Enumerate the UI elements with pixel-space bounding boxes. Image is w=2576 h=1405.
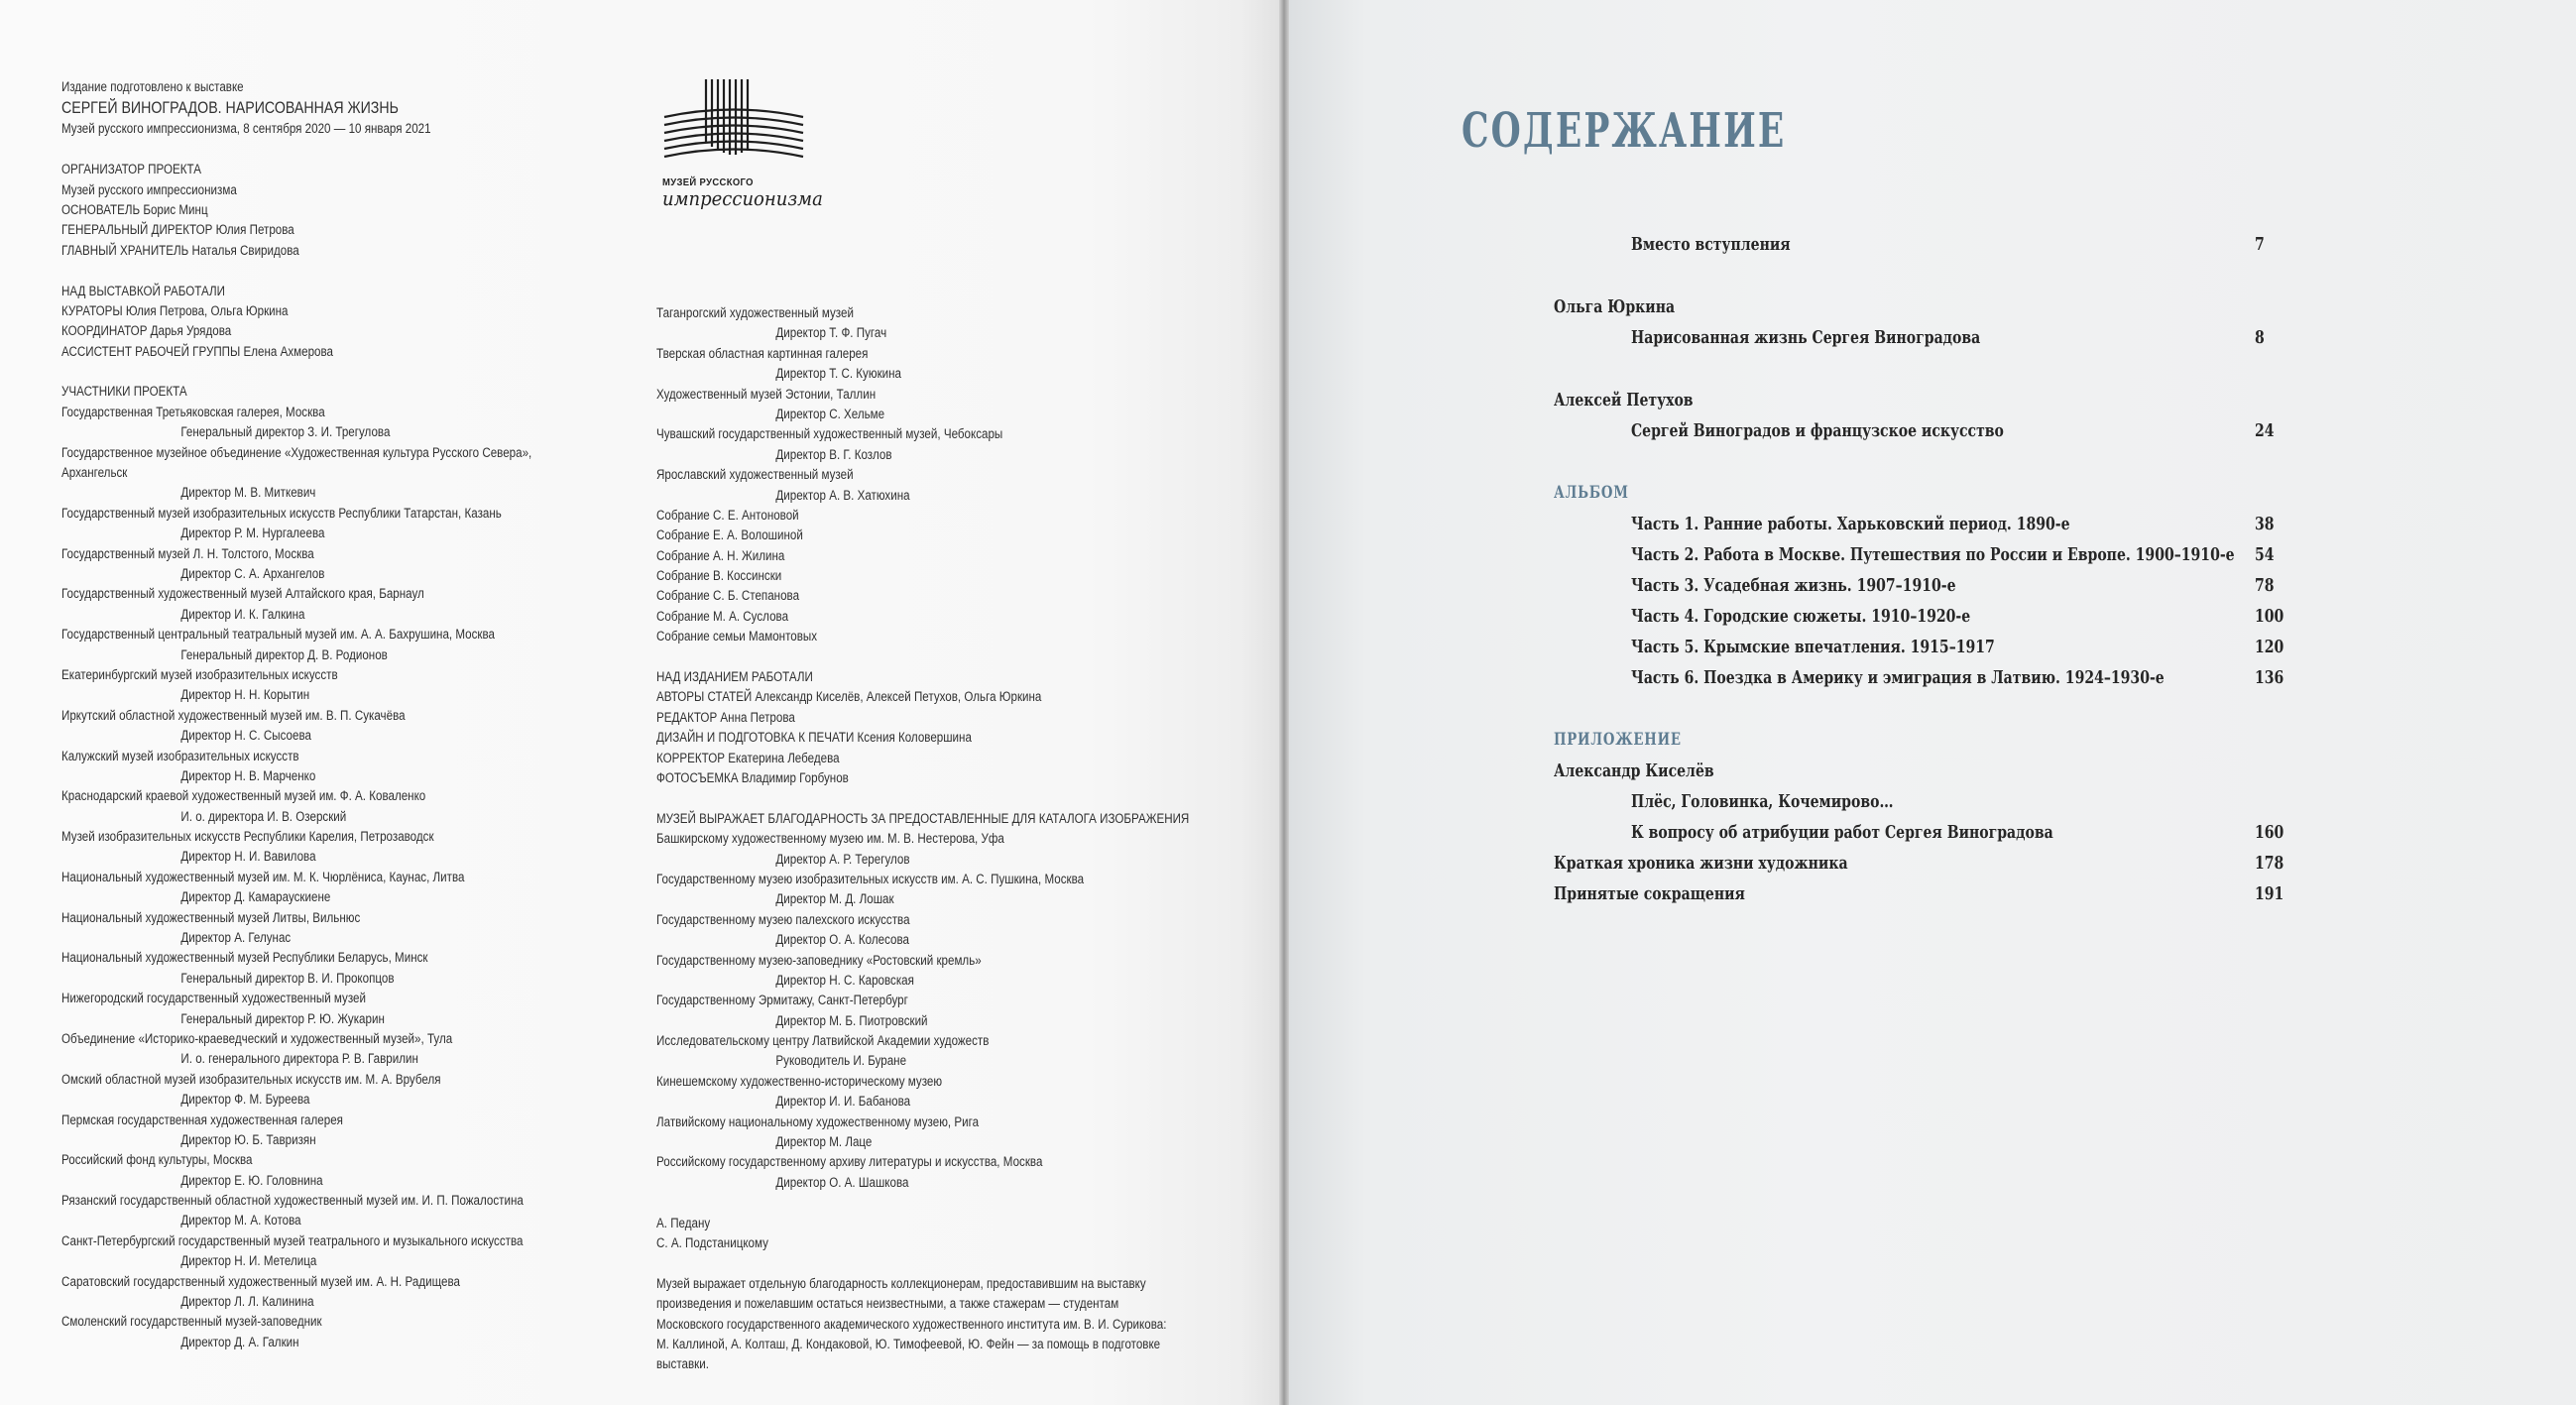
credit-line: И. о. директора И. В. Озерский: [180, 808, 347, 824]
credit-line: ФОТОСЪЕМКА Владимир Горбунов: [656, 769, 849, 785]
credit-line: РЕДАКТОР Анна Петрова: [656, 709, 795, 725]
credit-line: М. Каллиной, А. Колташ, Д. Кондаковой, Ю. Тимофеевой, Ю. Фейн — за помощь в подготовке: [656, 1336, 1161, 1351]
credit-line: Государственному Эрмитажу, Санкт-Петербург: [656, 993, 908, 1008]
credit-line: Руководитель И. Буране: [775, 1053, 907, 1069]
toc-page-number: 136: [2255, 667, 2284, 688]
credit-line: Директор М. В. Миткевич: [180, 485, 316, 501]
credit-line: Директор Н. И. Метелица: [180, 1253, 317, 1269]
credit-line: Исследовательскому центру Латвийской Академии художеств: [656, 1033, 990, 1049]
toc-page-number: 54: [2255, 544, 2275, 565]
credit-line: Чувашский государственный художественный музей, Чебоксары: [656, 426, 1003, 442]
toc-section-heading: АЛЬБОМ: [1554, 483, 1629, 503]
credit-line: Смоленский государственный музей-заповедник: [61, 1314, 322, 1330]
credit-line: Директор Ф. М. Буреева: [180, 1092, 310, 1108]
credit-line: Собрание М. А. Суслова: [656, 608, 789, 624]
toc-author: Ольга Юркина: [1554, 296, 1676, 317]
credit-line: Директор И. К. Галкина: [180, 606, 305, 622]
toc-page-number: 160: [2255, 822, 2284, 843]
credit-line: Директор С. Хельме: [775, 406, 885, 421]
credit-line: Директор Т. С. Куюкина: [775, 366, 902, 382]
credit-line: Саратовский государственный художественный музей им. А. Н. Радищева: [61, 1273, 460, 1289]
credit-line: Калужский музей изобразительных искусств: [61, 748, 299, 763]
credit-line: ДИЗАЙН И ПОДГОТОВКА К ПЕЧАТИ Ксения Коловершина: [656, 730, 972, 746]
credit-line: Директор С. А. Архангелов: [180, 565, 325, 581]
credit-line: Директор М. Д. Лошак: [775, 891, 894, 907]
credit-line: Директор А. В. Хатюхина: [775, 487, 910, 503]
credit-line: ОРГАНИЗАТОР ПРОЕКТА: [61, 162, 201, 177]
credit-line: Государственному музею-заповеднику «Ростовский кремль»: [656, 952, 982, 968]
spacer: [656, 647, 1202, 667]
book-gutter: [1279, 0, 1289, 1405]
toc-page-number: 178: [2255, 853, 2284, 874]
credit-line: Генеральный директор З. И. Трегулова: [180, 424, 391, 440]
credit-line: Краснодарский краевой художественный музей им. Ф. А. Коваленко: [61, 788, 426, 804]
credit-line: Тверская областная картинная галерея: [656, 345, 869, 361]
credits-column-right: [656, 303, 1202, 1375]
credit-line: И. о. генерального директора Р. В. Гаврилин: [180, 1051, 418, 1067]
toc-title: СОДЕРЖАНИЕ: [1462, 103, 1787, 159]
credit-line: КООРДИНАТОР Дарья Урядова: [61, 323, 232, 339]
toc-entry[interactable]: Нарисованная жизнь Сергея Виноградова: [1631, 327, 1981, 348]
credit-line: Государственному музею палехского искусства: [656, 911, 910, 927]
left-page: [0, 0, 1279, 1405]
credit-line: Директор Н. В. Марченко: [180, 767, 316, 783]
credit-line: СЕРГЕЙ ВИНОГРАДОВ. НАРИСОВАННАЯ ЖИЗНЬ: [61, 99, 399, 118]
toc-page-number: 100: [2255, 606, 2284, 627]
credit-line: С. А. Подстаницкому: [656, 1234, 768, 1250]
credit-line: Директор Ю. Б. Тавризян: [180, 1131, 316, 1147]
credit-line: Директор Л. Л. Калинина: [180, 1294, 314, 1310]
credit-line: Архангельск: [61, 465, 128, 481]
credit-line: КУРАТОРЫ Юлия Петрова, Ольга Юркина: [61, 302, 289, 318]
logo-line-1: МУЗЕЙ РУССКОГО: [662, 176, 754, 188]
credit-line: НАД ИЗДАНИЕМ РАБОТАЛИ: [656, 669, 813, 685]
credit-line: Директор М. А. Котова: [180, 1213, 301, 1229]
credit-line: Кинешемскому художественно-историческому музею: [656, 1073, 943, 1089]
credit-line: Собрание С. Б. Степанова: [656, 588, 800, 604]
credit-line: Директор Н. С. Каровская: [775, 972, 914, 988]
toc-entry[interactable]: Часть 2. Работа в Москве. Путешествия по России и Европе. 1900–1910-е: [1631, 544, 2235, 565]
toc-page-number: 8: [2255, 327, 2265, 348]
toc-entry[interactable]: Часть 6. Поездка в Америку и эмиграция в Латвию. 1924–1930-е: [1631, 667, 2165, 688]
credit-line: Директор Н. И. Вавилова: [180, 849, 316, 865]
spacer: [61, 362, 607, 382]
credit-line: Директор М. Лаце: [775, 1134, 873, 1150]
credit-line: ГЕНЕРАЛЬНЫЙ ДИРЕКТОР Юлия Петрова: [61, 222, 294, 238]
credit-line: Директор Р. М. Нургалеева: [180, 526, 325, 541]
toc-page-number: 38: [2255, 514, 2275, 534]
credit-line: произведения и пожелавшим остаться неизвестными, а также стажерам — студентам: [656, 1296, 1119, 1312]
museum-logo-text: [662, 176, 823, 208]
toc-entry[interactable]: Вместо вступления: [1631, 234, 1791, 255]
credit-line: МУЗЕЙ ВЫРАЖАЕТ БЛАГОДАРНОСТЬ ЗА ПРЕДОСТАВЛЕННЫЕ ДЛЯ КАТАЛОГА ИЗОБРАЖЕНИЯ: [656, 810, 1190, 826]
credit-line: Директор И. И. Бабанова: [775, 1094, 911, 1110]
credit-line: Государственному музею изобразительных искусств им. А. С. Пушкина, Москва: [656, 871, 1085, 886]
toc-author: Алексей Петухов: [1554, 390, 1694, 410]
toc-section-heading: ПРИЛОЖЕНИЕ: [1554, 730, 1682, 750]
toc-entry[interactable]: Часть 5. Крымские впечатления. 1915–1917: [1631, 637, 1995, 657]
credit-line: Директор А. Р. Терегулов: [775, 851, 910, 867]
credit-line: Директор О. А. Колесова: [775, 932, 909, 948]
credit-line: Ярославский художественный музей: [656, 467, 854, 483]
credit-line: Национальный художественный музей им. М. К. Чюрлёниса, Каунас, Литва: [61, 869, 465, 884]
credit-line: Государственный художественный музей Алтайского края, Барнаул: [61, 586, 424, 602]
toc-entry[interactable]: Краткая хроника жизни художника: [1554, 853, 1848, 874]
credit-line: Собрание А. Н. Жилина: [656, 547, 785, 563]
credit-line: А. Педану: [656, 1215, 711, 1230]
credit-line: Екатеринбургский музей изобразительных искусств: [61, 666, 338, 682]
credit-line: Российскому государственному архиву литературы и искусства, Москва: [656, 1154, 1043, 1170]
credit-line: Санкт-Петербургский государственный музей театрального и музыкального искусства: [61, 1232, 524, 1248]
credit-line: Директор Д. Камараускиене: [180, 889, 331, 905]
credit-line: Директор В. Г. Козлов: [775, 446, 892, 462]
credit-line: Нижегородский государственный художественный музей: [61, 991, 366, 1006]
credit-line: Издание подготовлено к выставке: [61, 79, 244, 94]
credit-line: Генеральный директор Д. В. Родионов: [180, 646, 388, 662]
toc-page-number: 24: [2255, 420, 2275, 441]
credit-line: Пермская государственная художественная галерея: [61, 1112, 343, 1127]
credit-line: КОРРЕКТОР Екатерина Лебедева: [656, 750, 840, 765]
credit-line: Директор А. Гелунас: [180, 930, 292, 946]
toc-entry[interactable]: К вопросу об атрибуции работ Сергея Виноградова: [1631, 822, 2053, 843]
credit-line: НАД ВЫСТАВКОЙ РАБОТАЛИ: [61, 283, 225, 298]
credit-line: Собрание В. Коссински: [656, 568, 782, 584]
credit-line: Российский фонд культуры, Москва: [61, 1152, 253, 1168]
toc-page-number: 191: [2255, 883, 2284, 904]
credit-line: Директор Н. С. Сысоева: [180, 728, 311, 744]
toc-entry[interactable]: Плёс, Головинка, Кочемирово…: [1631, 791, 1894, 812]
credit-line: Генеральный директор В. И. Прокопцов: [180, 970, 395, 986]
credit-line: Национальный художественный музей Республики Беларусь, Минск: [61, 950, 428, 966]
credits-column-left: [61, 77, 607, 1352]
toc-page-number: 7: [2255, 234, 2265, 255]
credit-line: Директор Д. А. Галкин: [180, 1334, 299, 1349]
toc-entry[interactable]: Часть 4. Городские сюжеты. 1910–1920-е: [1631, 606, 1971, 627]
credit-line: ГЛАВНЫЙ ХРАНИТЕЛЬ Наталья Свиридова: [61, 242, 299, 258]
toc-entry[interactable]: Сергей Виноградов и французское искусство: [1631, 420, 2004, 441]
credit-line: Музей русского импрессионизма, 8 сентября 2020 — 10 января 2021: [61, 121, 431, 137]
credit-line: Иркутский областной художественный музей им. В. П. Сукачёва: [61, 707, 406, 723]
credit-line: Омский областной музей изобразительных искусств им. М. А. Врубеля: [61, 1071, 441, 1087]
toc-entry[interactable]: Часть 1. Ранние работы. Харьковский период. 1890-е: [1631, 514, 2070, 534]
credit-line: Генеральный директор Р. Ю. Жукарин: [180, 1010, 385, 1026]
credit-line: Директор М. Б. Пиотровский: [775, 1012, 928, 1028]
spacer: [656, 1253, 1202, 1273]
credit-line: Московского государственного академического художественного института им. В. И. Сурикова:: [656, 1316, 1167, 1332]
credit-line: ОСНОВАТЕЛЬ Борис Минц: [61, 201, 208, 217]
credit-line: Башкирскому художественному музею им. М. В. Нестерова, Уфа: [656, 831, 1004, 847]
credit-line: Национальный художественный музей Литвы, Вильнюс: [61, 909, 361, 925]
credit-line: Объединение «Историко-краеведческий и художественный музей», Тула: [61, 1030, 453, 1046]
toc-author: Александр Киселёв: [1554, 761, 1714, 781]
credit-line: Музей изобразительных искусств Республики Карелия, Петрозаводск: [61, 829, 434, 845]
credit-line: Рязанский государственный областной художественный музей им. И. П. Пожалостина: [61, 1193, 524, 1209]
credit-line: Художественный музей Эстонии, Таллин: [656, 386, 877, 402]
spacer: [61, 140, 607, 160]
credit-line: выставки.: [656, 1356, 709, 1372]
spacer: [61, 261, 607, 281]
credit-line: Государственный музей изобразительных искусств Республики Татарстан, Казань: [61, 505, 502, 521]
credit-line: Директор Е. Ю. Головнина: [180, 1172, 323, 1188]
credit-line: Музей выражает отдельную благодарность коллекционерам, предоставившим на выставку: [656, 1275, 1146, 1291]
credit-line: Директор Н. Н. Корытин: [180, 687, 310, 703]
museum-logo-icon: [654, 77, 813, 236]
toc-entry[interactable]: Принятые сокращения: [1554, 883, 1745, 904]
right-page: [1289, 0, 2576, 1405]
credit-line: Собрание С. Е. Антоновой: [656, 507, 799, 523]
credit-line: АВТОРЫ СТАТЕЙ Александр Киселёв, Алексей Петухов, Ольга Юркина: [656, 689, 1042, 705]
credit-line: Директор Т. Ф. Пугач: [775, 325, 887, 341]
credit-line: Таганрогский художественный музей: [656, 305, 854, 320]
toc-page-number: 120: [2255, 637, 2284, 657]
logo-line-2: импрессионизма: [662, 186, 823, 210]
credit-line: УЧАСТНИКИ ПРОЕКТА: [61, 384, 187, 400]
credit-line: Директор О. А. Шашкова: [775, 1174, 909, 1190]
spacer: [656, 788, 1202, 808]
credit-line: Государственная Третьяковская галерея, Москва: [61, 404, 325, 419]
credit-line: Государственный музей Л. Н. Толстого, Москва: [61, 545, 314, 561]
credit-line: Государственный центральный театральный музей им. А. А. Бахрушина, Москва: [61, 627, 496, 643]
credit-line: Собрание семьи Мамонтовых: [656, 629, 818, 644]
toc-entry[interactable]: Часть 3. Усадебная жизнь. 1907–1910-е: [1631, 575, 1956, 596]
credit-line: Государственное музейное объединение «Художественная культура Русского Севера»,: [61, 444, 532, 460]
spacer: [656, 1193, 1202, 1213]
credit-line: Музей русского импрессионизма: [61, 181, 237, 197]
credit-line: Латвийскому национальному художественному музею, Рига: [656, 1113, 980, 1129]
toc-page-number: 78: [2255, 575, 2275, 596]
credit-line: АССИСТЕНТ РАБОЧЕЙ ГРУППЫ Елена Ахмерова: [61, 343, 333, 359]
credit-line: Собрание Е. А. Волошиной: [656, 527, 803, 543]
